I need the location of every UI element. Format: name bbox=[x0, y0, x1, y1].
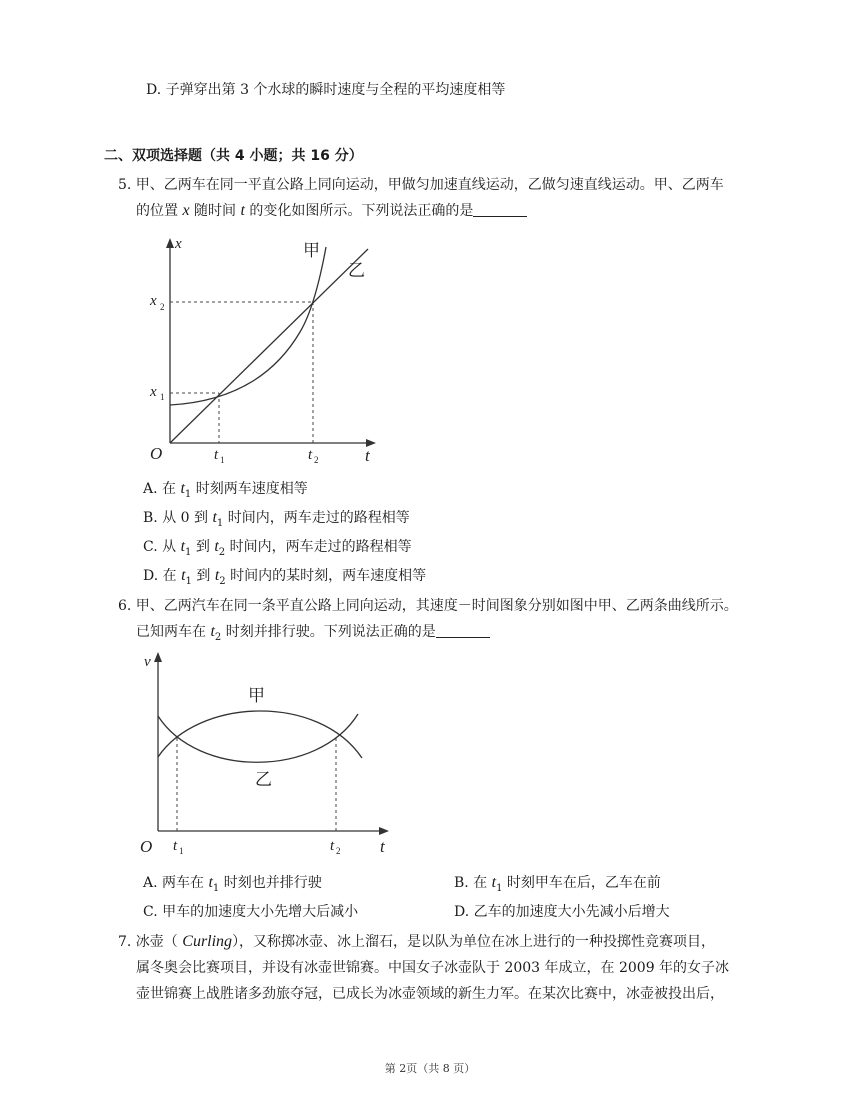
page-footer: 第 2页（共 8 页） bbox=[384, 1062, 476, 1075]
answer-blank[interactable] bbox=[473, 202, 527, 217]
q5-t2-label: t bbox=[308, 447, 313, 463]
q6-option-c[interactable]: C. 甲车的加速度大小先增大后减小 bbox=[143, 904, 359, 920]
q6-velocity-time-graph bbox=[138, 648, 400, 866]
q5-x-label: t bbox=[365, 446, 370, 465]
q6-x-arrow bbox=[379, 827, 389, 835]
q6-option-a[interactable]: A. 两车在 $t_1$ 时刻也并排行驶 bbox=[143, 874, 322, 894]
q6-stem-line1: 6. 甲、乙两汽车在同一条平直公路上同向运动，其速度－时间图象分别如图中甲、乙两条曲线所示。 bbox=[118, 598, 738, 614]
q6-t1-sub: 1 bbox=[179, 846, 184, 856]
q5-option-d[interactable]: D. 在 $t_1$ 到 $t_2$ 时间内的某时刻，两车速度相等 bbox=[143, 567, 427, 587]
q5-t2-sub: 2 bbox=[314, 455, 319, 465]
q6-stem-line2: 已知两车在 $t_2$ 时刻并排行驶。下列说法正确的是 bbox=[136, 622, 490, 648]
q5-line-yi bbox=[170, 249, 368, 443]
q7-line1: 7. 冰壶（ Curling），又称掷冰壶、冰上溜石，是以队为单位在冰上进行的一种投掷性竞赛项目， bbox=[118, 933, 716, 950]
q6-t2-sub: 2 bbox=[336, 846, 341, 856]
answer-blank[interactable] bbox=[436, 623, 490, 638]
section-heading: 二、双项选择题（共 4 小题；共 16 分） bbox=[104, 148, 363, 164]
q6-yi-label: 乙 bbox=[255, 770, 272, 790]
q5-stem-line2: 的位置 x 随时间 t 的变化如图所示。下列说法正确的是 bbox=[136, 201, 527, 221]
q5-stem-line1: 5. 甲、乙两车在同一平直公路上同向运动，甲做匀加速直线运动，乙做匀速直线运动。甲、乙两车 bbox=[118, 177, 724, 193]
q6-y-label: v bbox=[144, 654, 151, 670]
q6-curve-jia bbox=[158, 711, 362, 758]
q6-option-b[interactable]: B. 在 $t_1$ 时刻甲车在后，乙车在前 bbox=[454, 874, 661, 894]
q5-t1-sub: 1 bbox=[220, 455, 225, 465]
q5-x1-label: x bbox=[150, 384, 157, 400]
q5-origin-label: O bbox=[150, 444, 163, 463]
q6-jia-label: 甲 bbox=[248, 686, 265, 706]
q5-x1-sub: 1 bbox=[160, 392, 165, 402]
q6-x-label: t bbox=[380, 837, 385, 856]
q5-option-b[interactable]: B. 从 0 到 $t_1$ 时间内，两车走过的路程相等 bbox=[143, 509, 410, 529]
q5-t1-label: t bbox=[214, 447, 219, 463]
q6-t2-label: t bbox=[330, 838, 335, 854]
q6-origin-label: O bbox=[140, 837, 153, 856]
q5-jia-label: 甲 bbox=[303, 241, 320, 261]
q5-option-a[interactable]: A. 在 $t_1$ 时刻两车速度相等 bbox=[143, 480, 308, 500]
q4-option-d: D. 子弹穿出第 3 个水球的瞬时速度与全程的平均速度相等 bbox=[146, 82, 506, 98]
q7-line2: 属冬奥会比赛项目，并设有冰壶世锦赛。中国女子冰壶队于 2003 年成立，在 2009 年的女子冰 bbox=[136, 960, 730, 976]
q5-y-arrow bbox=[166, 238, 174, 248]
q6-option-d[interactable]: D. 乙车的加速度大小先减小后增大 bbox=[454, 904, 670, 920]
q7-line3: 壶世锦赛上战胜诸多劲旅夺冠，已成长为冰壶领域的新生力军。在某次比赛中，冰壶被投出后， bbox=[136, 986, 724, 1002]
q6-t1-label: t bbox=[173, 838, 178, 854]
q6-y-arrow bbox=[154, 652, 162, 662]
q5-option-c[interactable]: C. 从 $t_1$ 到 $t_2$ 时间内，两车走过的路程相等 bbox=[143, 538, 412, 558]
q5-position-time-graph bbox=[140, 232, 390, 468]
q5-y-label: x bbox=[175, 236, 182, 252]
q5-yi-label: 乙 bbox=[348, 261, 365, 281]
q6-curve-yi bbox=[158, 714, 358, 762]
q5-x2-sub: 2 bbox=[160, 302, 165, 312]
q5-curve-jia bbox=[170, 247, 326, 405]
q5-x2-label: x bbox=[150, 293, 157, 309]
